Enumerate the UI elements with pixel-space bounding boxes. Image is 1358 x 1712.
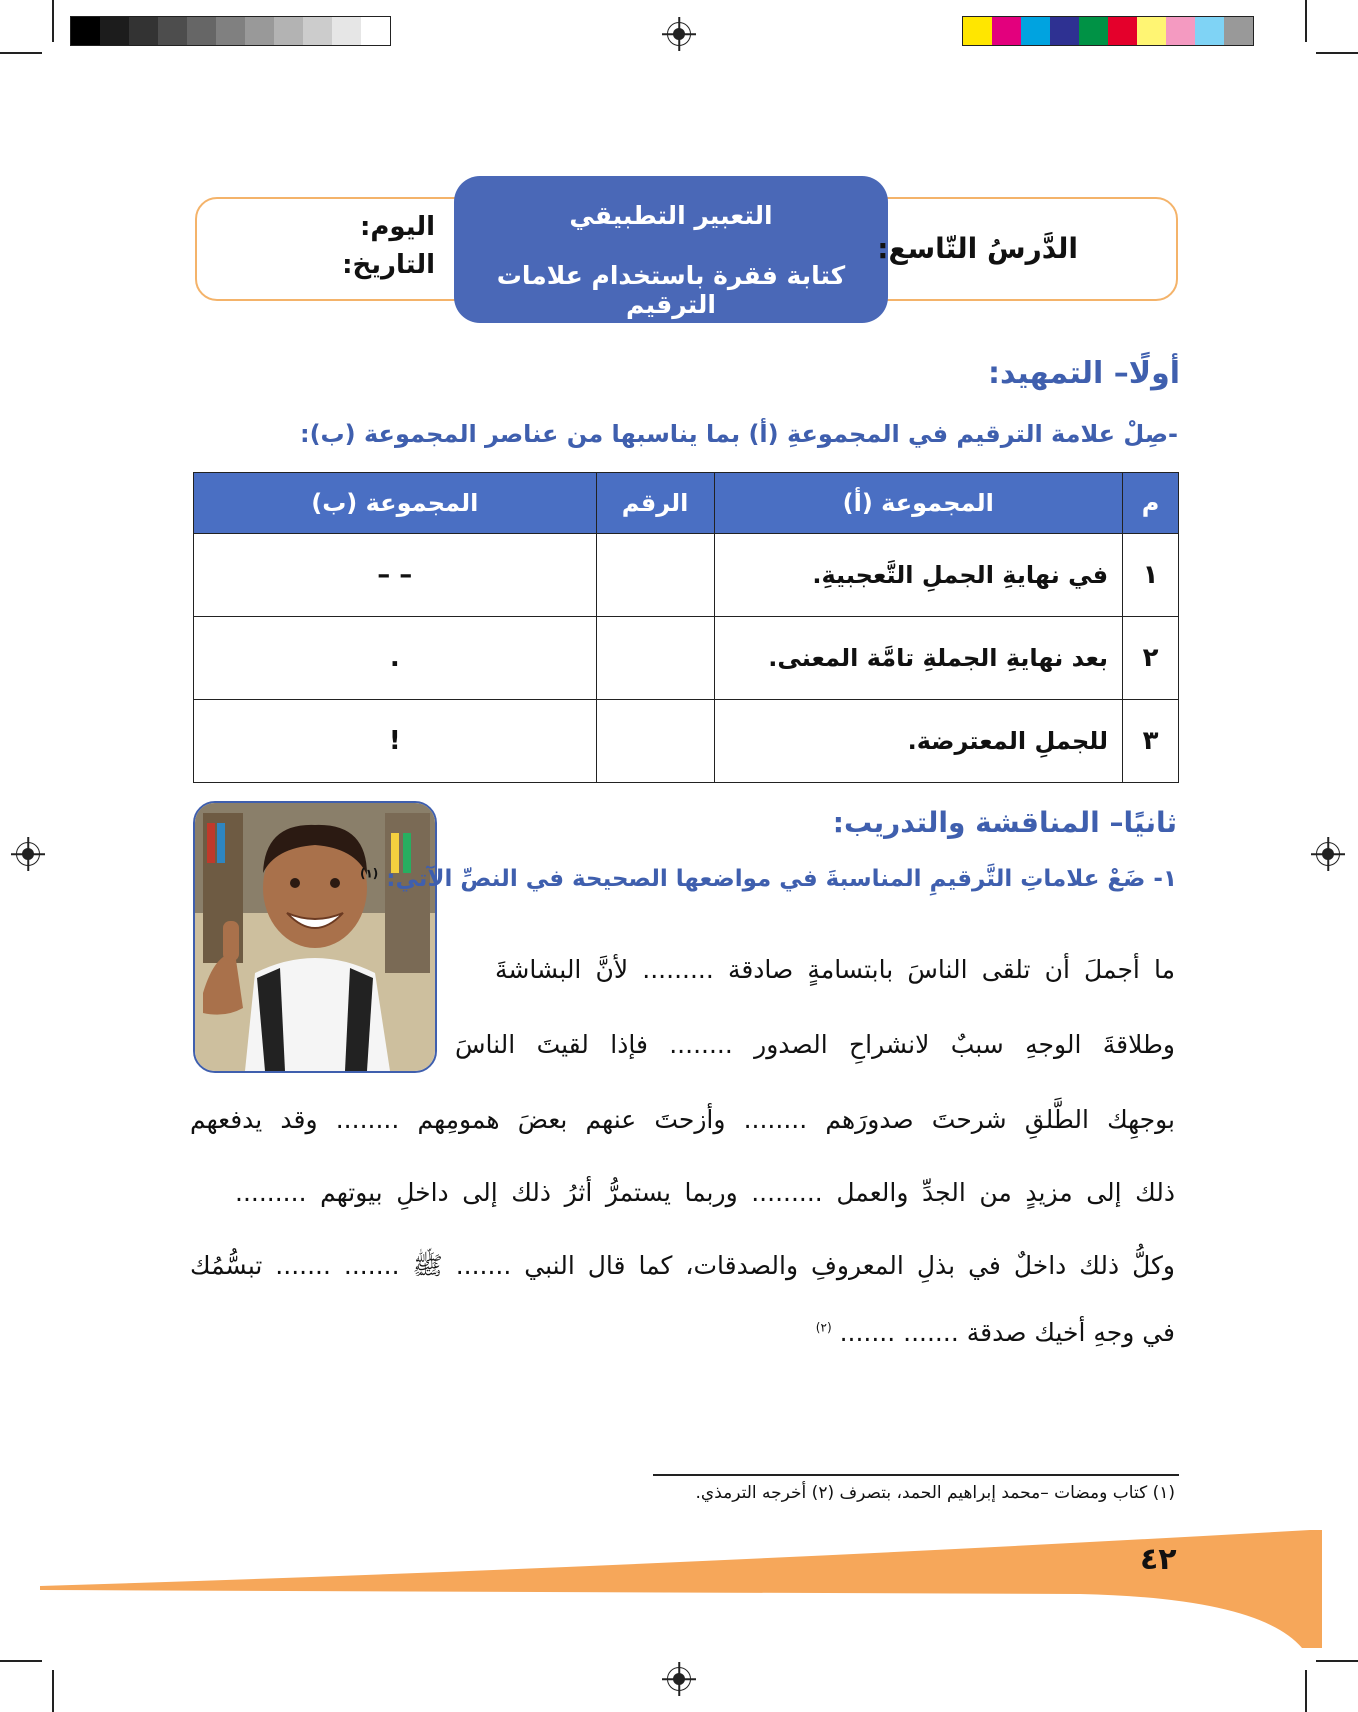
number-answer-cell[interactable] bbox=[596, 700, 714, 783]
passage-line: وكلُّ ذلك داخلٌ في بذلِ المعروفِ والصدقات، كما قال النبي ....... ﷺ ....... ....... تبسُّمُك bbox=[190, 1251, 1175, 1280]
number-answer-cell[interactable] bbox=[596, 617, 714, 700]
passage-line: في وجهِ أخيك صدقة ....... ....... bbox=[831, 1318, 1175, 1347]
color-calibration-bar bbox=[962, 16, 1254, 46]
table-row bbox=[194, 700, 1179, 783]
crop-mark bbox=[1305, 0, 1307, 42]
column-header-group-b: المجموعة (ب) bbox=[194, 473, 597, 534]
registration-mark-icon bbox=[16, 842, 40, 866]
lesson-title-box bbox=[454, 176, 888, 323]
group-b-cell: – – bbox=[194, 534, 597, 617]
passage-line: بوجهِك الطَّلقِ شرحتَ صدورَهم ........ وأزحتَ عنهم بعضَ همومِهم ........ وقد يدفعهم bbox=[190, 1105, 1175, 1134]
day-label: اليوم: bbox=[359, 212, 435, 242]
student-photo bbox=[193, 801, 437, 1073]
section-heading-practice: ثانيًا– المناقشة والتدريب: bbox=[832, 806, 1177, 839]
page-footer-band bbox=[40, 1528, 1322, 1648]
lesson-title-line1: التعبير التطبيقي bbox=[569, 201, 773, 230]
registration-mark-icon bbox=[667, 1667, 691, 1691]
row-index: ١ bbox=[1123, 534, 1179, 617]
passage-line: ما أجملَ أن تلقى الناسَ بابتسامةٍ صادقة ......... لأنَّ البشاشةَ bbox=[495, 955, 1175, 984]
table-row bbox=[194, 617, 1179, 700]
footnote-ref: (١) bbox=[359, 866, 379, 881]
crop-mark bbox=[0, 1660, 42, 1662]
crop-mark bbox=[52, 1670, 54, 1712]
lesson-number-label: الدَّرسُ التّاسع: bbox=[877, 232, 1078, 265]
group-a-cell: بعد نهايةِ الجملةِ تامَّة المعنى. bbox=[714, 617, 1123, 700]
passage-line: وطلاقةَ الوجهِ سببٌ لانشراحِ الصدور ........ فإذا لقيتَ الناسَ bbox=[455, 1030, 1175, 1059]
section-heading-intro: أولًا– التمهيد: bbox=[988, 356, 1180, 391]
row-index: ٢ bbox=[1123, 617, 1179, 700]
column-header-group-a: المجموعة (أ) bbox=[714, 473, 1123, 534]
column-header-number: الرقم bbox=[596, 473, 714, 534]
registration-mark-icon bbox=[667, 22, 691, 46]
registration-mark-icon bbox=[1316, 842, 1340, 866]
grayscale-calibration-bar bbox=[70, 16, 391, 46]
matching-table bbox=[193, 472, 1179, 783]
footnote-ref: (٢) bbox=[815, 1320, 832, 1335]
footnote-text: (١) كتاب ومضات –محمد إبراهيم الحمد، بتصرف (٢) أخرجه الترمذي. bbox=[695, 1483, 1175, 1503]
column-header-index: م bbox=[1123, 473, 1179, 534]
crop-mark bbox=[0, 52, 42, 54]
passage-last-line bbox=[816, 1318, 1175, 1347]
table-row bbox=[194, 534, 1179, 617]
lesson-title-line2: كتابة فقرة باستخدام علامات الترقيم bbox=[496, 261, 846, 319]
crop-mark bbox=[1316, 52, 1358, 54]
table-header-row bbox=[194, 473, 1179, 534]
day-date-fields bbox=[342, 208, 435, 284]
passage-line: ذلك إلى مزيدٍ من الجدِّ والعمل ......... وربما يستمرُّ أثرُ ذلك إلى داخلِ بيوتهم ......... bbox=[235, 1178, 1175, 1207]
exercise-instruction bbox=[360, 866, 1177, 892]
row-index: ٣ bbox=[1123, 700, 1179, 783]
crop-mark bbox=[1305, 1670, 1307, 1712]
crop-mark bbox=[52, 0, 54, 42]
number-answer-cell[interactable] bbox=[596, 534, 714, 617]
page-number: ٤٢ bbox=[1140, 1542, 1177, 1577]
group-b-cell: . bbox=[194, 617, 597, 700]
date-label: التاريخ: bbox=[342, 250, 435, 280]
exercise-text: ١- ضَعْ علاماتِ التَّرقيمِ المناسبةَ في مواضعها الصحيحة في النصِّ الآتي: bbox=[386, 866, 1177, 892]
group-a-cell: في نهايةِ الجملِ التَّعجبيةِ. bbox=[714, 534, 1123, 617]
group-b-cell: ! bbox=[194, 700, 597, 783]
crop-mark bbox=[1316, 1660, 1358, 1662]
footnote-divider bbox=[653, 1474, 1179, 1476]
matching-instruction: -صِلْ علامة الترقيم في المجموعةِ (أ) بما يناسبها من عناصر المجموعة (ب): bbox=[299, 420, 1178, 448]
group-a-cell: للجملِ المعترضة. bbox=[714, 700, 1123, 783]
